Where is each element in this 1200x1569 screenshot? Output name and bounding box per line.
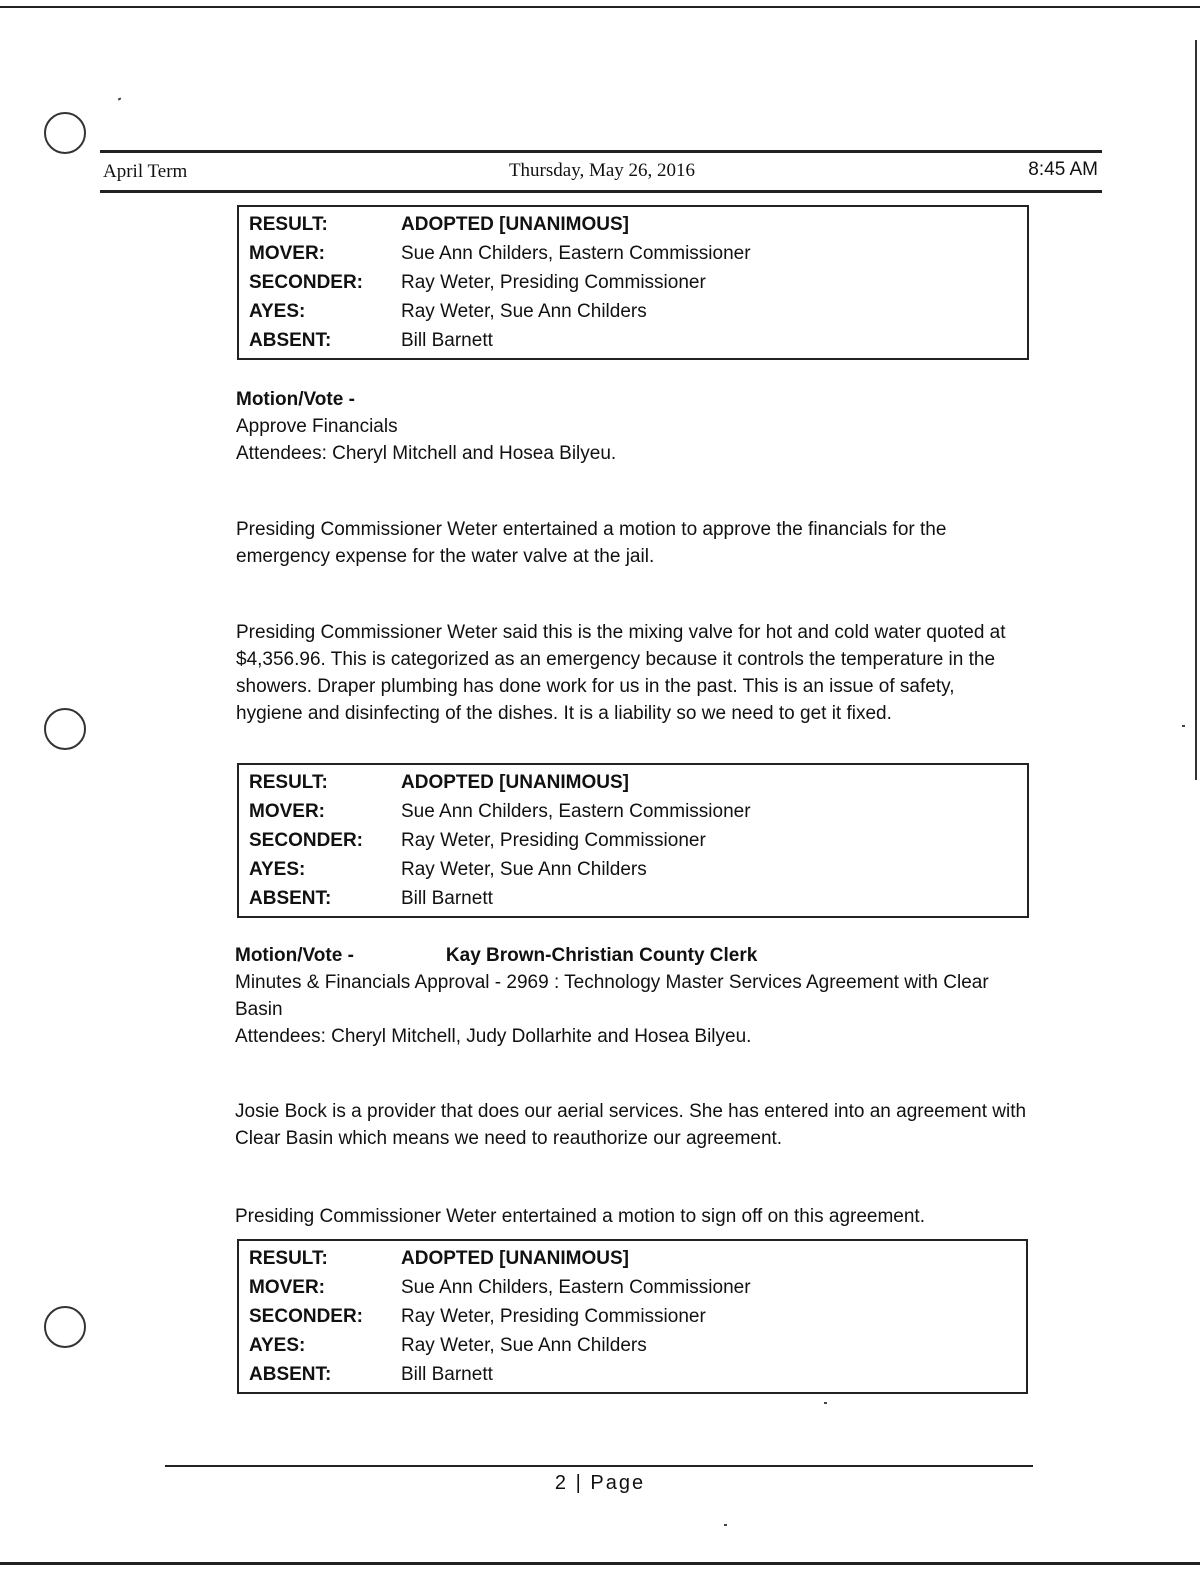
punch-hole-icon xyxy=(44,1306,86,1348)
vote-label: ABSENT: xyxy=(249,887,332,909)
vote-row-seconder xyxy=(239,268,1027,297)
vote-row-result xyxy=(239,210,1027,239)
header-term: April Term xyxy=(103,161,188,182)
vote-label: AYES: xyxy=(249,858,306,880)
header-date: Thursday, May 26, 2016 xyxy=(508,160,696,181)
vote-label: SECONDER: xyxy=(249,271,364,293)
punch-hole-icon xyxy=(44,708,86,750)
vote-result-table xyxy=(237,205,1029,360)
vote-result: ADOPTED [UNANIMOUS] xyxy=(401,213,629,235)
vote-label: RESULT: xyxy=(249,771,328,793)
vote-absent: Bill Barnett xyxy=(401,887,493,909)
vote-seconder: Ray Weter, Presiding Commissioner xyxy=(401,1305,706,1327)
vote-mover: Sue Ann Childers, Eastern Commissioner xyxy=(401,800,751,822)
vote-row-mover xyxy=(239,797,1027,826)
vote-seconder: Ray Weter, Presiding Commissioner xyxy=(401,829,706,851)
vote-result-table xyxy=(237,1239,1028,1394)
vote-label: MOVER: xyxy=(249,1276,325,1298)
motion-heading-row xyxy=(235,942,1035,969)
punch-hole-icon xyxy=(44,112,86,154)
header-rule xyxy=(100,190,1102,193)
page-number: 2 | Page xyxy=(554,1472,646,1494)
motion-department: Kay Brown-Christian County Clerk xyxy=(445,945,758,966)
vote-row-result xyxy=(239,1244,1026,1273)
vote-row-ayes xyxy=(239,297,1027,326)
paragraph xyxy=(236,619,1016,727)
vote-row-seconder xyxy=(239,1302,1026,1331)
motion-approve-financials xyxy=(236,386,1036,467)
vote-absent: Bill Barnett xyxy=(401,1363,493,1385)
vote-ayes: Ray Weter, Sue Ann Childers xyxy=(401,858,647,880)
motion-paragraph: Presiding Commissioner Weter entertained a motion to sign off on this agreement. xyxy=(235,1206,925,1227)
header-rule xyxy=(100,150,1102,153)
vote-ayes: Ray Weter, Sue Ann Childers xyxy=(401,1334,647,1356)
vote-label: AYES: xyxy=(249,300,306,322)
motion-title: Approve Financials xyxy=(236,416,398,437)
motion-heading: Motion/Vote - xyxy=(235,945,354,966)
vote-seconder: Ray Weter, Presiding Commissioner xyxy=(401,271,706,293)
vote-label: RESULT: xyxy=(249,1247,328,1269)
motion-paragraph: Josie Bock is a provider that does our aerial services. She has entered into an agreement with Clear Basin which means we need to reauthorize our agreement. xyxy=(235,1101,1027,1149)
motion-paragraph: Presiding Commissioner Weter said this is the mixing valve for hot and cold water quoted at $4,356.96. This is categorized as an emergency because it controls the temperature in the showers. Draper plumbing has done work for us in the past. This is an issue of safety, hygiene and disinfecting of the dishes. It is a liability so we need to get it fixed. xyxy=(236,622,1006,724)
vote-label: MOVER: xyxy=(249,242,325,264)
scan-edge-right xyxy=(1195,40,1197,780)
header-time: 8:45 AM xyxy=(1028,159,1098,180)
vote-row-result xyxy=(239,768,1027,797)
scan-edge-bottom xyxy=(0,1562,1200,1565)
vote-label: MOVER: xyxy=(249,800,325,822)
vote-row-ayes xyxy=(239,1331,1026,1360)
vote-row-mover xyxy=(239,239,1027,268)
vote-result-table xyxy=(237,763,1029,918)
scan-edge-top xyxy=(0,6,1200,8)
vote-row-absent xyxy=(239,1360,1026,1389)
vote-mover: Sue Ann Childers, Eastern Commissioner xyxy=(401,1276,751,1298)
vote-row-absent xyxy=(239,326,1027,355)
vote-label: AYES: xyxy=(249,1334,306,1356)
vote-label: SECONDER: xyxy=(249,1305,364,1327)
paragraph xyxy=(235,1098,1035,1152)
motion-technology-agreement xyxy=(235,942,1035,1050)
motion-attendees: Attendees: Cheryl Mitchell, Judy Dollarhite and Hosea Bilyeu. xyxy=(235,1026,752,1047)
vote-row-ayes xyxy=(239,855,1027,884)
paragraph xyxy=(235,1203,1035,1230)
vote-result: ADOPTED [UNANIMOUS] xyxy=(401,1247,629,1269)
footer-rule xyxy=(165,1465,1033,1467)
paragraph xyxy=(236,516,1016,570)
vote-label: ABSENT: xyxy=(249,329,332,351)
motion-paragraph: Presiding Commissioner Weter entertained a motion to approve the financials for the emergency expense for the water valve at the jail. xyxy=(236,519,947,567)
vote-row-seconder xyxy=(239,826,1027,855)
motion-attendees: Attendees: Cheryl Mitchell and Hosea Bilyeu. xyxy=(236,443,617,464)
motion-title: Minutes & Financials Approval - 2969 : Technology Master Services Agreement with Clear Basin xyxy=(235,972,989,1020)
vote-row-mover xyxy=(239,1273,1026,1302)
vote-label: SECONDER: xyxy=(249,829,364,851)
scan-speck xyxy=(1182,725,1185,727)
scan-speck xyxy=(118,97,122,100)
scan-speck xyxy=(724,1524,727,1526)
vote-absent: Bill Barnett xyxy=(401,329,493,351)
vote-result: ADOPTED [UNANIMOUS] xyxy=(401,771,629,793)
vote-ayes: Ray Weter, Sue Ann Childers xyxy=(401,300,647,322)
vote-row-absent xyxy=(239,884,1027,913)
vote-label: RESULT: xyxy=(249,213,328,235)
scan-speck xyxy=(824,1402,827,1404)
motion-heading: Motion/Vote - xyxy=(236,389,355,410)
vote-label: ABSENT: xyxy=(249,1363,332,1385)
vote-mover: Sue Ann Childers, Eastern Commissioner xyxy=(401,242,751,264)
